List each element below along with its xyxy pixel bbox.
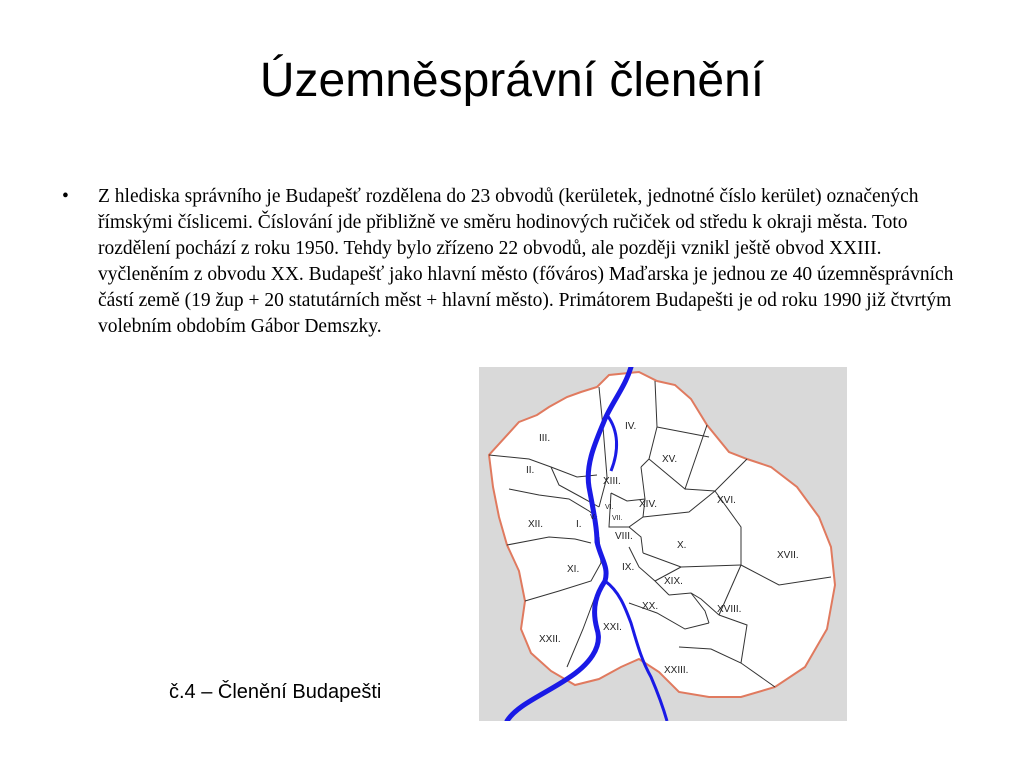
district-label-v: V. <box>590 514 596 521</box>
district-label-xxii: XXII. <box>539 634 561 645</box>
district-label-xi: XI. <box>567 564 580 575</box>
district-label-ii: II. <box>526 465 535 476</box>
bullet-list <box>62 184 962 340</box>
district-label-xxi: XXI. <box>603 622 622 633</box>
district-label-i: I. <box>576 519 582 530</box>
budapest-district-map <box>479 367 847 721</box>
district-label-xxiii: XXIII. <box>664 665 689 676</box>
district-label-xvi: XVI. <box>717 495 736 506</box>
district-label-xiii: XIII. <box>603 476 621 487</box>
map-svg <box>479 367 847 721</box>
district-label-vi: VI. <box>605 504 614 511</box>
bullet-dot: • <box>62 186 69 207</box>
district-label-vii: VII. <box>612 515 623 522</box>
district-label-xvii: XVII. <box>777 550 799 561</box>
district-label-x: X. <box>677 540 687 551</box>
district-label-viii: VIII. <box>615 531 633 542</box>
bullet-paragraph: Z hlediska správního je Budapešť rozdělena do 23 obvodů (kerületek, jednotné číslo kerület) označených římskými číslicemi. Číslování jde přibližně ve směru hodinových ručiček od středu k okraji města. Toto rozdělení pochází z roku 1950. Tehdy bylo zřízeno 22 obvodů, ale později vznikl ještě obvod XXIII. vyčleněním z obvodu XX. Budapešť jako hlavní město (főváros) Maďarska je jednou ze 40 územněsprávních částí země (19 žup + 20 statutárních měst + hlavní město). Primátorem Budapešti je od roku 1990 již čtvrtým volebním obdobím Gábor Demszky. <box>98 186 954 337</box>
district-label-xii: XII. <box>528 519 544 530</box>
slide-title: Územněsprávní členění <box>259 54 765 107</box>
district-label-xix: XIX. <box>664 576 683 587</box>
district-label-iii: III. <box>539 433 551 444</box>
district-label-iv: IV. <box>625 421 637 432</box>
district-label-xviii: XVIII. <box>717 604 742 615</box>
city-outline <box>489 372 835 697</box>
figure-caption: č.4 – Členění Budapešti <box>169 681 382 703</box>
district-label-xx: XX. <box>642 601 659 612</box>
district-label-xv: XV. <box>662 454 678 465</box>
district-label-xiv: XIV. <box>639 499 657 510</box>
district-label-ix: IX. <box>622 562 635 573</box>
